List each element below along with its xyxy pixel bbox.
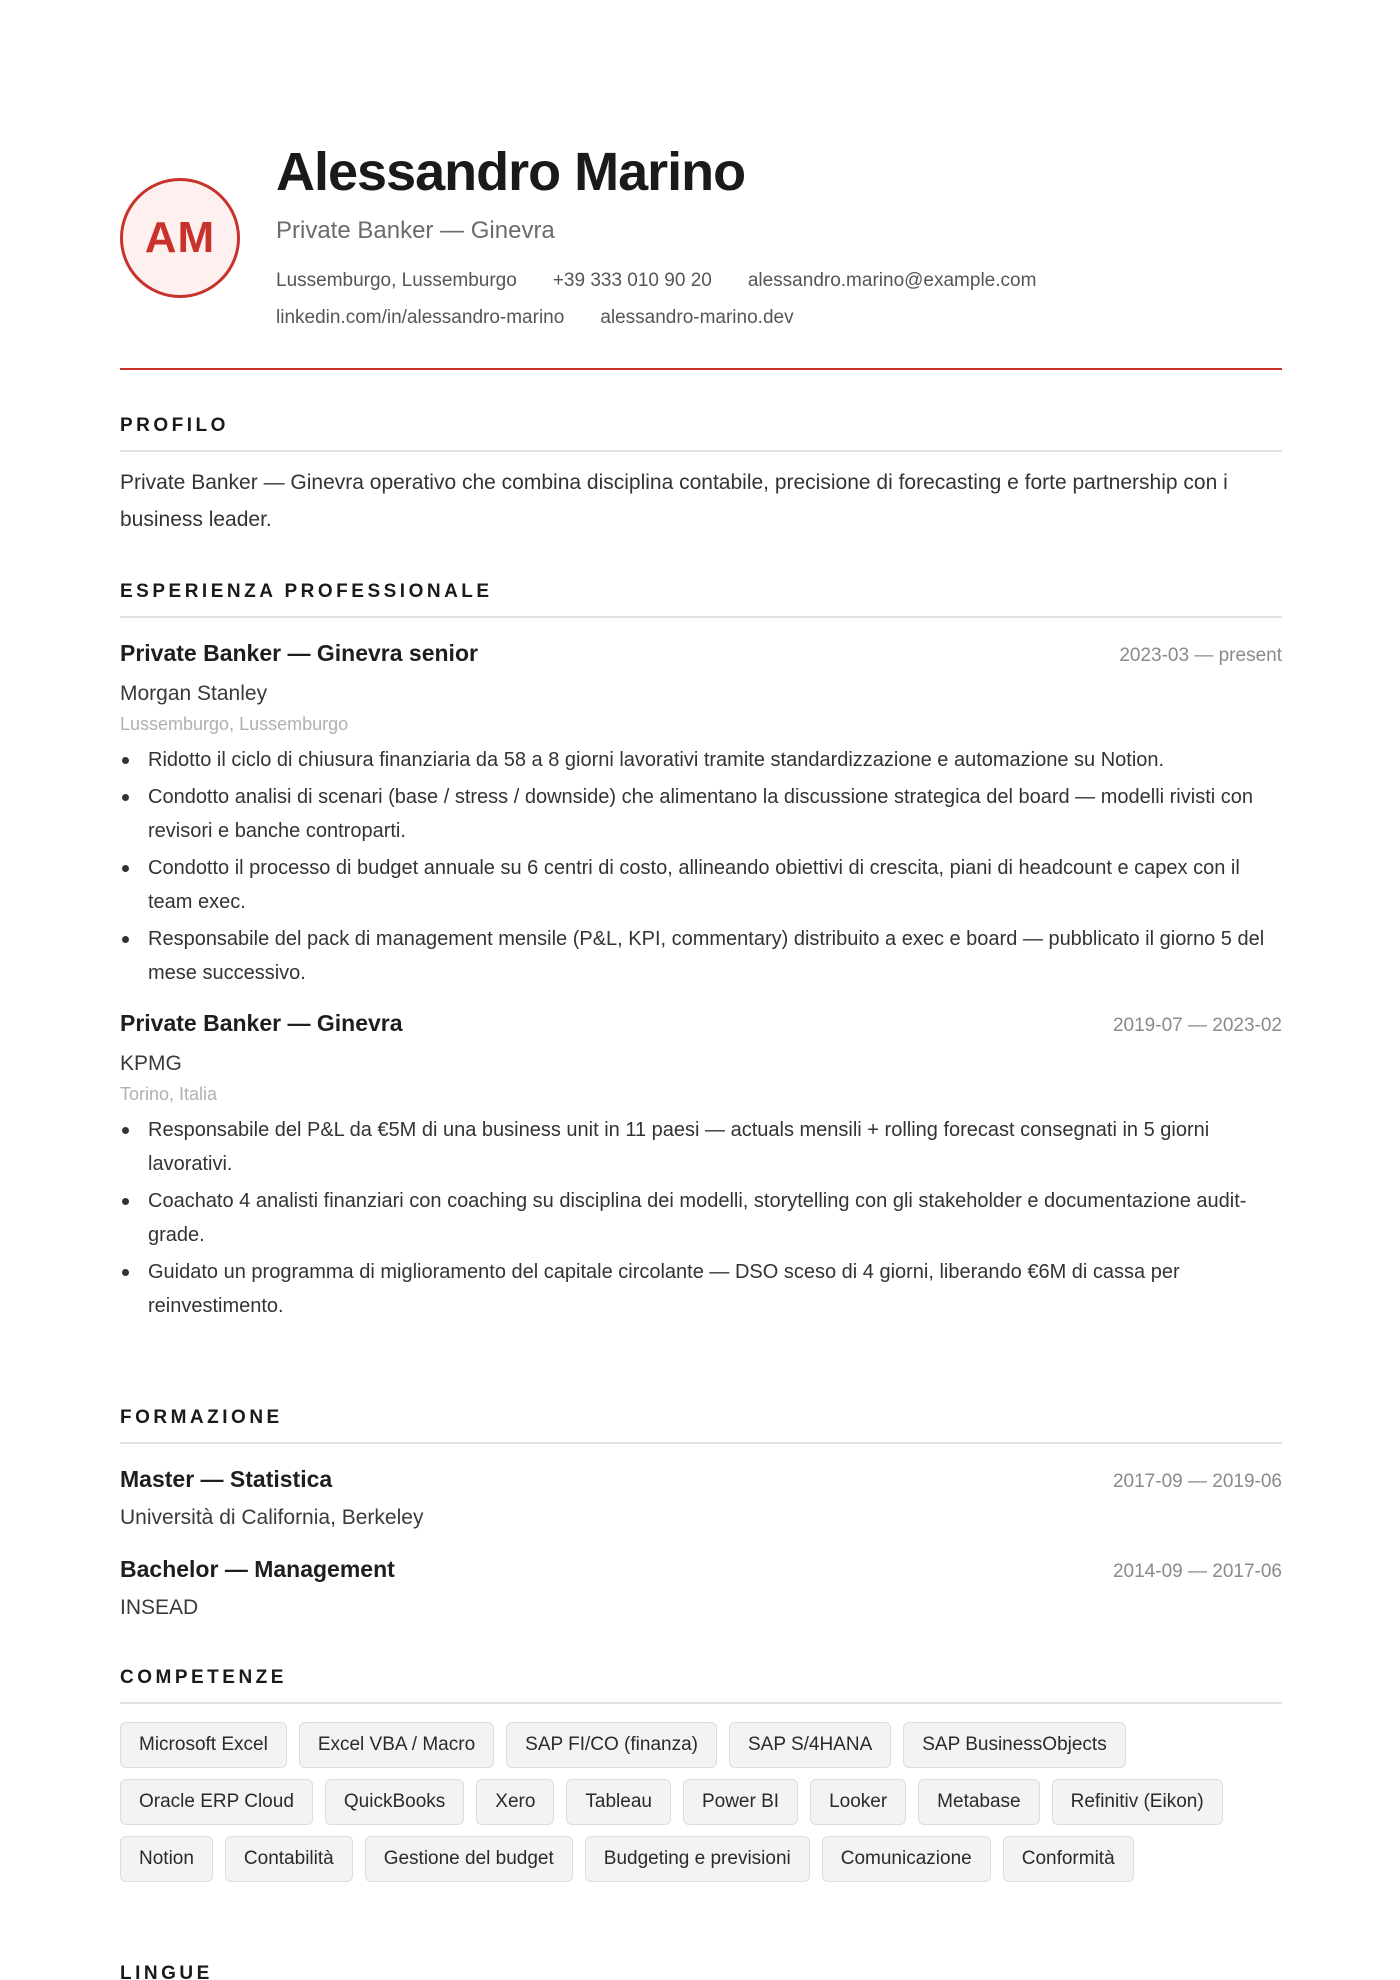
resume-header [120,138,1282,370]
contact-row-1 [276,262,1276,299]
skills-list [120,1722,1282,1882]
job-bullets [120,1113,1282,1323]
section-title-languages: LINGUE [120,1962,1282,1980]
languages-section [120,1962,1282,1980]
skill-chip: Oracle ERP Cloud [120,1779,313,1825]
skill-chip: Power BI [683,1779,798,1825]
skill-chip: Notion [120,1836,213,1882]
candidate-name: Alessandro Marino [276,142,746,202]
experience-entry [120,1008,1282,1323]
contact-phone[interactable]: +39 333 010 90 20 [552,270,712,291]
entry-header [120,638,1282,671]
skill-chip: Comunicazione [822,1836,991,1882]
education-entry [120,1554,1282,1622]
skills-section [120,1666,1282,1882]
header-divider [120,368,1282,370]
skill-chip: SAP FI/CO (finanza) [506,1722,717,1768]
job-dates: 2023-03 — present [1119,645,1282,666]
candidate-headline: Private Banker — Ginevra [276,217,555,244]
job-bullet: Coachato 4 analisti finanziari con coaching su disciplina dei modelli, storytelling con gli stakeholder e documentazione audit-grade. [120,1184,1282,1252]
section-title-skills: COMPETENZE [120,1666,1282,1704]
job-bullet: Ridotto il ciclo di chiusura finanziaria da 58 a 8 giorni lavorativi tramite standardizzazione e automazione su Notion. [120,743,1282,777]
profile-text: Private Banker — Ginevra operativo che combina disciplina contabile, precisione di forecasting e forte partnership con i business leader. [120,471,1228,531]
degree-school: Università di California, Berkeley [120,1506,424,1529]
skill-chip: Gestione del budget [365,1836,573,1882]
skill-chip: Xero [476,1779,554,1825]
avatar-initials: AM [144,213,216,262]
degree-dates: 2014-09 — 2017-06 [1112,1561,1282,1582]
skill-chip: Metabase [918,1779,1039,1825]
skill-chip: Refinitiv (Eikon) [1052,1779,1223,1825]
section-title-education: FORMAZIONE [120,1406,1282,1444]
education-section [120,1406,1282,1622]
contact-row-2 [276,299,1276,336]
experience-section [120,580,1282,1326]
entry-header [120,1464,1282,1497]
skill-chip: Excel VBA / Macro [299,1722,494,1768]
job-company: KPMG [120,1052,182,1075]
job-bullets [120,743,1282,990]
contact-location: Lussemburgo, Lussemburgo [276,270,517,291]
skill-chip: Microsoft Excel [120,1722,287,1768]
profile-section [120,414,1282,538]
skill-chip: Budgeting e previsioni [585,1836,810,1882]
skill-chip: QuickBooks [325,1779,464,1825]
degree-title: Bachelor — Management [120,1556,395,1582]
degree-school: INSEAD [120,1596,199,1619]
entry-header [120,1008,1282,1041]
job-bullet: Responsabile del P&L da €5M di una business unit in 11 paesi — actuals mensili + rolling forecast consegnati in 5 giorni lavorativi. [120,1113,1282,1181]
section-title-experience: ESPERIENZA PROFESSIONALE [120,580,1282,618]
job-dates: 2019-07 — 2023-02 [1112,1015,1282,1036]
skill-chip: SAP S/4HANA [729,1722,891,1768]
section-title-profile: PROFILO [120,414,1282,452]
contact-linkedin[interactable]: linkedin.com/in/alessandro-marino [276,307,565,328]
job-location: Lussemburgo, Lussemburgo [120,714,349,734]
job-bullet: Condotto analisi di scenari (base / stress / downside) che alimentano la discussione strategica del board — modelli rivisti con revisori e banche controparti. [120,780,1282,848]
contact-website[interactable]: alessandro-marino.dev [600,307,794,328]
contact-email[interactable]: alessandro.marino@example.com [747,270,1037,291]
job-bullet: Responsabile del pack di management mensile (P&L, KPI, commentary) distribuito a exec e board — pubblicato il giorno 5 del mese successivo. [120,922,1282,990]
contact-info [276,262,1276,336]
experience-entry [120,638,1282,990]
job-company: Morgan Stanley [120,682,268,705]
job-title: Private Banker — Ginevra [120,1010,403,1036]
job-bullet: Condotto il processo di budget annuale su 6 centri di costo, allineando obiettivi di crescita, piani di headcount e capex con il team exec. [120,851,1282,919]
degree-dates: 2017-09 — 2019-06 [1112,1471,1282,1492]
entry-header [120,1554,1282,1587]
avatar [120,178,240,298]
job-title: Private Banker — Ginevra senior [120,640,478,666]
skill-chip: Looker [810,1779,906,1825]
degree-title: Master — Statistica [120,1466,333,1492]
job-bullet: Guidato un programma di miglioramento del capitale circolante — DSO sceso di 4 giorni, liberando €6M di cassa per reinvestimento. [120,1255,1282,1323]
skill-chip: Contabilità [225,1836,353,1882]
header-info [276,138,1276,336]
skill-chip: Tableau [566,1779,671,1825]
education-entry [120,1464,1282,1532]
skill-chip: Conformità [1003,1836,1134,1882]
job-location: Torino, Italia [120,1084,218,1104]
skill-chip: SAP BusinessObjects [903,1722,1125,1768]
